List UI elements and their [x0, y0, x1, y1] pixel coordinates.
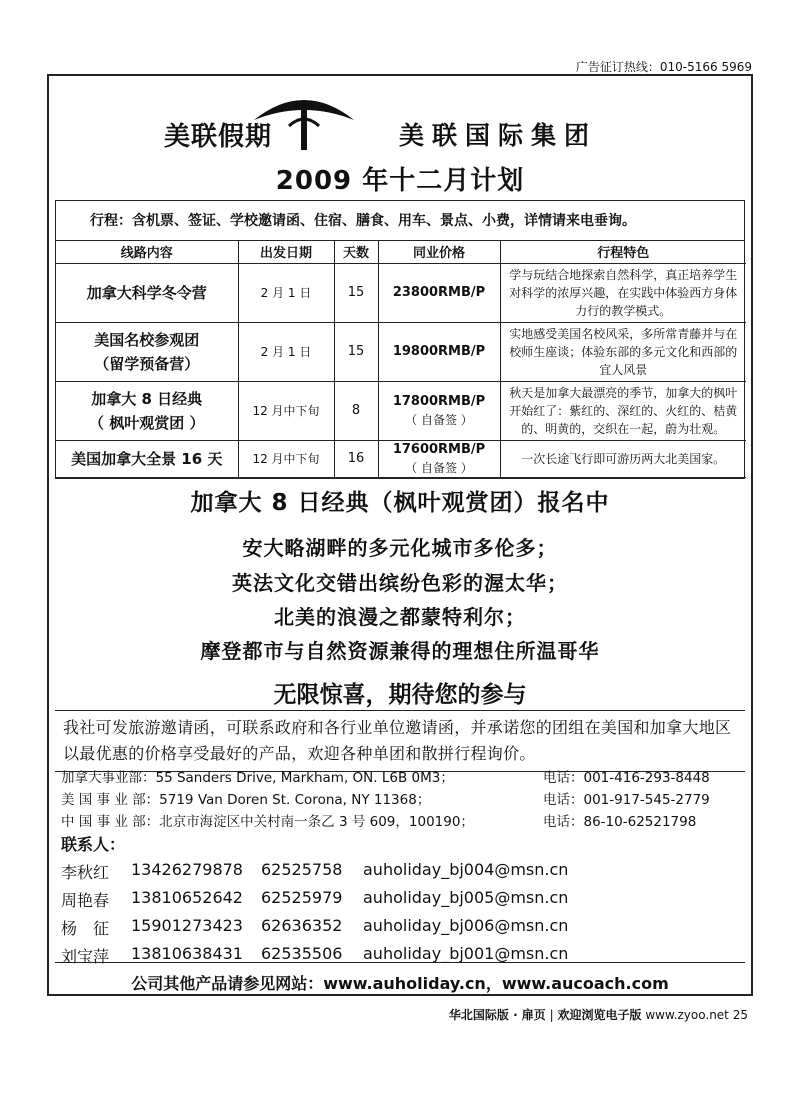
promo-line: 北美的浪漫之都蒙特利尔；	[274, 605, 526, 629]
footer-welcome: 欢迎浏览电子版	[557, 1008, 642, 1022]
price-value: 17600RMB/P	[392, 441, 486, 457]
route-name-line: 加拿大科学冬令营	[86, 283, 207, 302]
brand-logo-text: 美联假期	[164, 122, 273, 152]
footer-section: 华北国际版 · 扉页	[448, 1008, 546, 1022]
office-phone: 电话：001-416-293-8448	[543, 770, 710, 786]
visa-note: （ 自备签 ）	[405, 412, 473, 427]
route-price	[378, 322, 500, 381]
route-feature: 秋天是加拿大最漂亮的季节，加拿大的枫叶开始红了：紫红的、深红的、火红的、桔黄的、明黄的，交织在一起，蔚为壮观。	[500, 381, 746, 440]
itinerary-box	[55, 200, 745, 479]
website-line[interactable]: 公司其他产品请参见网站：www.auholiday.cn，www.aucoach.com	[55, 962, 745, 994]
contact-mobile: 13426279878	[131, 860, 243, 879]
promo-line: 英法文化交错出缤纷色彩的渥太华；	[232, 571, 568, 595]
contacts-title: 联系人：	[61, 835, 126, 854]
table-row	[56, 322, 746, 381]
route-feature: 实地感受美国名校风采，多所常青藤并与在校师生座谈；体验东部的多元文化和西部的宜人风景	[500, 322, 746, 381]
contact-tel: 62535506	[261, 944, 343, 963]
table-row	[56, 263, 746, 322]
routes-table	[56, 241, 746, 478]
contact-name: 杨 征	[61, 919, 110, 938]
route-name-line: （ 枫叶观赏团 ）	[89, 413, 205, 432]
office-phone: 电话：001-917-545-2779	[543, 792, 710, 808]
promo-title: 加拿大 8 日经典（枫叶观赏团）报名中	[190, 490, 610, 516]
price-value: 17800RMB/P	[392, 393, 486, 409]
route-date: 2 月 1 日	[238, 263, 334, 322]
table-row	[56, 381, 746, 440]
col-header-feature: 行程特色	[500, 241, 746, 263]
route-price	[378, 440, 500, 477]
route-name	[56, 322, 238, 381]
brand-roof-icon	[249, 90, 359, 150]
group-name: 美联国际集团	[399, 121, 598, 150]
route-days: 15	[334, 263, 378, 322]
col-header-route: 线路内容	[56, 241, 238, 263]
contact-tel: 62636352	[261, 916, 343, 935]
invitation-text: 我社可发旅游邀请函，可联系政府和各行业单位邀请函，并承诺您的团组在美国和加拿大地区以最优惠的价格享受最好的产品，欢迎各种单团和散拼行程询价。	[55, 710, 745, 772]
promo-line: 摩登都市与自然资源兼得的理想住所温哥华	[200, 639, 600, 663]
visa-note: （ 自备签 ）	[405, 460, 473, 475]
contact-tel: 62525758	[261, 860, 343, 879]
contact-name: 刘宝萍	[61, 947, 110, 966]
price-value: 19800RMB/P	[392, 343, 486, 359]
route-name	[56, 381, 238, 440]
contact-email[interactable]: auholiday_bj005@msn.cn	[363, 888, 569, 907]
footer-site[interactable]: www.zyoo.net	[645, 1008, 729, 1022]
route-name-line: （留学预备营）	[94, 354, 200, 373]
price-value: 23800RMB/P	[392, 284, 486, 300]
contact-mobile: 15901273423	[131, 916, 243, 935]
col-header-days: 天数	[334, 241, 378, 263]
route-name	[56, 440, 238, 477]
logo-row	[49, 86, 751, 150]
office-address: 美 国 事 业 部：5719 Van Doren St. Corona, NY 11368；	[61, 792, 431, 808]
contact-name: 李秋红	[61, 863, 110, 882]
route-date: 12 月中下旬	[238, 440, 334, 477]
route-days: 16	[334, 440, 378, 477]
route-name-line: 美国名校参观团	[94, 330, 200, 349]
contact-email[interactable]: auholiday_bj004@msn.cn	[363, 860, 569, 879]
office-phone: 电话：86-10-62521798	[543, 814, 697, 830]
route-price	[378, 263, 500, 322]
contact-mobile: 13810638431	[131, 944, 243, 963]
slogan: 无限惊喜，期待您的参与	[273, 682, 527, 708]
ad-hotline: 广告征订热线：010-5166 5969	[575, 60, 752, 74]
footer-divider: |	[549, 1008, 558, 1022]
route-date: 2 月 1 日	[238, 322, 334, 381]
route-name	[56, 263, 238, 322]
itinerary-note: 行程：含机票、签证、学校邀请函、住宿、膳食、用车、景点、小费，详情请来电垂询。	[56, 201, 744, 241]
route-price	[378, 381, 500, 440]
route-date: 12 月中下旬	[238, 381, 334, 440]
page-footer	[449, 1006, 748, 1023]
ad-frame	[47, 74, 753, 996]
contact-email[interactable]: auholiday_bj001@msn.cn	[363, 944, 569, 963]
contact-tel: 62525979	[261, 888, 343, 907]
office-address: 加拿大事业部：55 Sanders Drive, Markham, ON. L6B 0M3；	[61, 770, 454, 786]
contact-email[interactable]: auholiday_bj006@msn.cn	[363, 916, 569, 935]
page-number: 25	[732, 1008, 748, 1022]
route-feature: 学与玩结合地探索自然科学，真正培养学生对科学的浓厚兴趣，在实践中体验西方身体力行的教学模式。	[500, 263, 746, 322]
route-days: 15	[334, 322, 378, 381]
plan-title: 2009 年十二月计划	[275, 166, 525, 196]
table-row	[56, 440, 746, 477]
promo-line: 安大略湖畔的多元化城市多伦多；	[242, 536, 558, 560]
route-feature: 一次长途飞行即可游历两大北美国家。	[500, 440, 746, 477]
contact-name: 周艳春	[61, 891, 110, 910]
contact-mobile: 13810652642	[131, 888, 243, 907]
office-address: 中 国 事 业 部：北京市海淀区中关村南一条乙 3 号 609，100190；	[61, 814, 474, 830]
col-header-date: 出发日期	[238, 241, 334, 263]
route-days: 8	[334, 381, 378, 440]
route-name-line: 美国加拿大全景 16 天	[71, 449, 223, 468]
col-header-price: 同业价格	[378, 241, 500, 263]
table-header-row	[56, 241, 746, 263]
route-name-line: 加拿大 8 日经典	[91, 389, 203, 408]
